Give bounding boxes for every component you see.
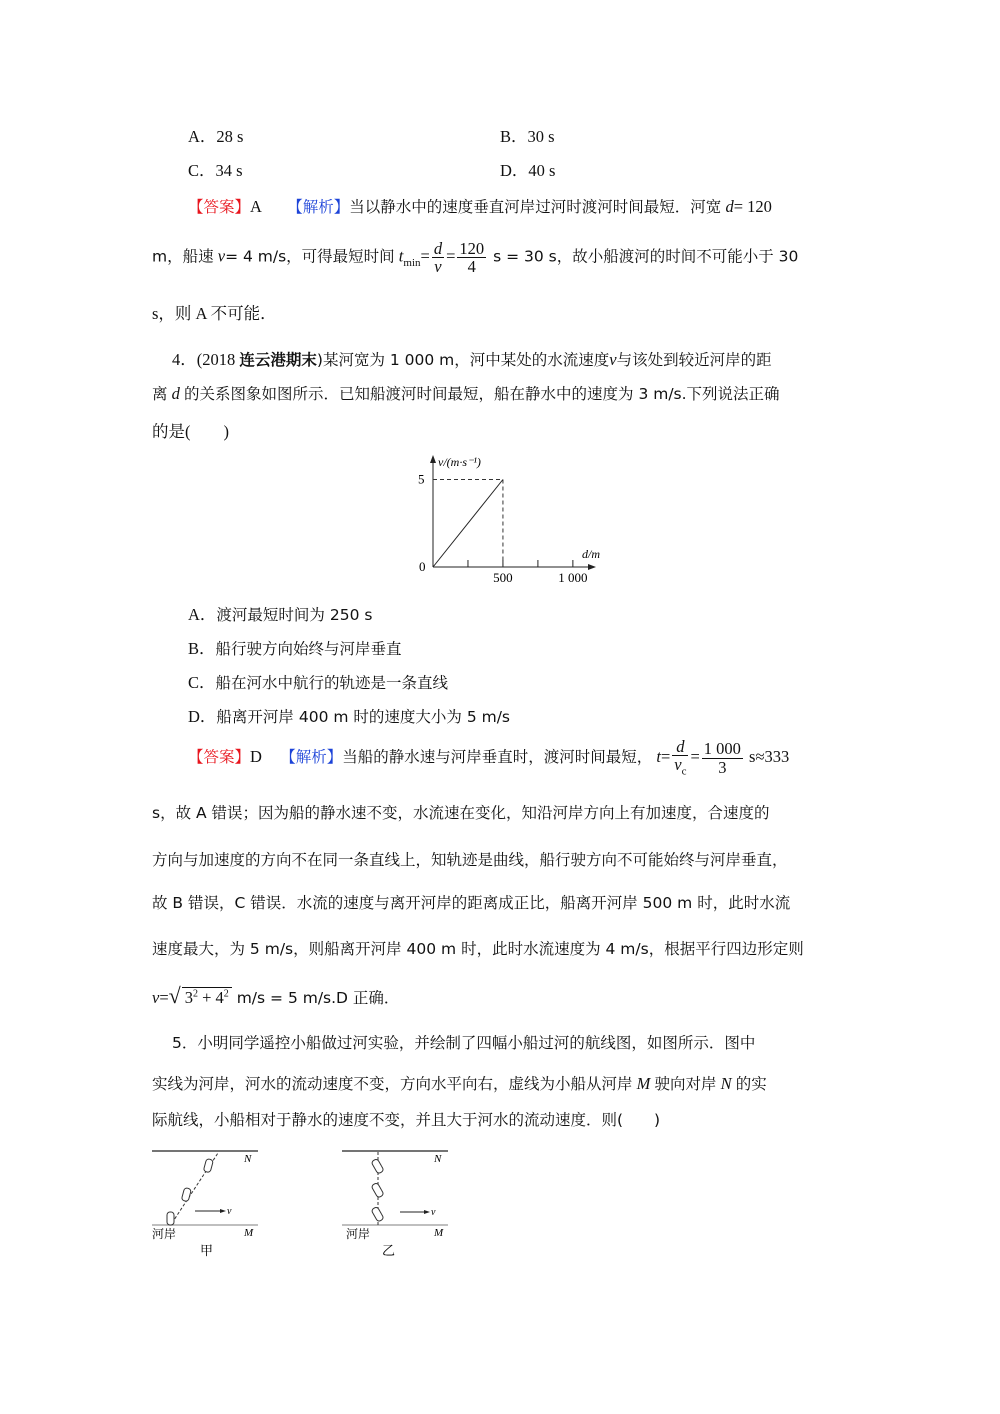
fraction-denominator: v (434, 257, 442, 277)
q3-option-d (500, 157, 555, 181)
boat-icon (371, 1206, 384, 1222)
math-subscript: min (403, 256, 421, 269)
fraction-numerator: 1 000 (703, 739, 741, 759)
math-eq: = (660, 746, 671, 766)
flow-label: v (431, 1207, 436, 1218)
option-label: B． (500, 127, 528, 146)
stem-text: 的实 (735, 1075, 767, 1093)
answer-value: D (250, 746, 262, 766)
y-axis-arrow (430, 455, 436, 463)
analysis-tag: 【解析】 (280, 747, 343, 766)
y-axis-label: v/(m·s⁻¹) (438, 455, 481, 469)
origin-label: 0 (419, 559, 426, 574)
analysis-text: m，船速 (152, 247, 214, 266)
analysis-tag: 【解析】 (287, 198, 350, 216)
fraction (457, 240, 486, 276)
q4-answer-line5: 速度最大，为 5 m/s，则船离开河岸 400 m 时，此时水流速度为 4 m/s，根据平行四边形定则 (152, 940, 804, 958)
q4-option-a (188, 601, 372, 625)
analysis-text: 当以静水中的速度垂直河岸过河时渡河时间最短．河宽 (349, 198, 722, 216)
q3-answer-line1 (188, 195, 772, 217)
math-var: v (152, 988, 160, 1007)
q4-answer-line1 (188, 738, 789, 778)
q5-stem-line2 (152, 1072, 767, 1094)
stem-text: 与该处到较近河岸的距 (616, 351, 772, 369)
option-text: 30 s (527, 127, 555, 146)
math-eq: = (420, 246, 430, 266)
q4-stem-line2 (152, 382, 780, 404)
math-value: 4 (215, 988, 224, 1007)
bottom-bank-label: M (244, 1227, 254, 1239)
analysis-text: m/s = 5 m/s.D 正确． (231, 989, 400, 1007)
option-label: B． (188, 639, 216, 658)
sqrt-radicand (182, 987, 232, 1008)
boat-icon (167, 1212, 174, 1225)
option-text: 船行驶方向始终与河岸垂直 (215, 640, 402, 658)
analysis-text: = 4 m/s，可得最短时间 (225, 247, 395, 266)
analysis-text: s = 30 s，故小船渡河的时间不可能小于 30 (488, 247, 799, 266)
analysis-text: 当船的静水速与河岸垂直时，渡河时间最短， (342, 747, 653, 766)
figure-caption: 乙 (382, 1243, 396, 1258)
q3-answer-line3: s，则 A 不可能． (152, 304, 277, 323)
fraction-numerator: d (433, 239, 443, 258)
flow-arrowhead (424, 1210, 430, 1214)
fraction-denominator: 3 (718, 757, 727, 777)
answer-tag: 【答案】 (188, 747, 251, 766)
bottom-bank-label: M (434, 1227, 444, 1239)
sqrt-sign: √ (168, 983, 181, 1008)
math-var: v (674, 755, 682, 775)
option-label: A． (188, 605, 217, 624)
math-value: 3 (184, 988, 193, 1007)
y-tick-label: 5 (418, 471, 425, 487)
boat-icon (371, 1182, 384, 1198)
option-label: D． (500, 161, 529, 180)
math-var: M (636, 1074, 651, 1093)
fraction-numerator: d (672, 738, 688, 756)
option-label: C． (188, 161, 216, 180)
stem-text: 离 (152, 385, 168, 403)
q3-option-c (188, 157, 243, 181)
option-text: 船离开河岸 400 m 时的速度大小为 5 m/s (216, 708, 510, 726)
x-tick-label: 1 000 (558, 570, 588, 585)
q4-answer-line6 (152, 983, 399, 1009)
math-var: d (725, 197, 734, 216)
math-var: t (656, 746, 661, 766)
q4-answer-line4: 故 B 错误，C 错误．水流的速度与离开河岸的距离成正比，船离开河岸 500 m 时，此时水流 (152, 894, 791, 912)
flow-arrowhead (220, 1209, 226, 1213)
q5-stem-line1: 5．小明同学遥控小船做过河实验，并绘制了四幅小船过河的航线图，如图所示．图中 (172, 1034, 756, 1052)
option-text: 船在河水中航行的轨迹是一条直线 (215, 674, 449, 692)
stem-text: 驶向对岸 (654, 1075, 717, 1093)
math-subscript: c (681, 765, 687, 778)
fraction (702, 740, 743, 776)
option-text: 渡河最短时间为 250 s (216, 606, 373, 624)
q3-option-a (188, 123, 243, 147)
math-var: v (217, 246, 226, 266)
q4-option-c (188, 669, 448, 693)
x-tick-label: 500 (493, 570, 513, 585)
q4-option-d (188, 703, 510, 727)
boat-icon (203, 1158, 213, 1172)
option-text: 34 s (215, 161, 243, 180)
option-text: 28 s (216, 127, 244, 146)
velocity-distance-chart (410, 450, 610, 590)
option-label: A． (188, 127, 217, 146)
q3-answer-line2 (152, 240, 798, 276)
option-label: C． (188, 673, 216, 692)
math-var: t (398, 246, 404, 266)
math-eq: = (446, 246, 456, 266)
math-exponent: 2 (223, 988, 229, 1000)
answer-tag: 【答案】 (188, 198, 251, 216)
fraction-numerator: 120 (459, 239, 485, 258)
answer-value: A (250, 197, 262, 216)
stem-text: 实线为河岸，河水的流动速度不变，方向水平向右，虚线为小船从河岸 (152, 1075, 633, 1093)
q5-stem-line3: 际航线，小船相对于静水的速度不变，并且大于河水的流动速度．则( ) (152, 1111, 661, 1129)
bank-label: 河岸 (152, 1227, 177, 1241)
math-value: = 120 (733, 197, 772, 216)
stem-text: )某河宽为 1 000 m，河中某处的水流速度 (316, 351, 610, 369)
math-eq: = (690, 746, 700, 766)
stem-text: 4．(2018 (172, 350, 240, 369)
data-series-line (433, 480, 503, 568)
fraction (432, 240, 444, 276)
x-axis-label: d/m (582, 547, 600, 561)
math-var: d (171, 384, 180, 403)
q4-stem-line1 (172, 346, 772, 370)
boat-icon (181, 1187, 191, 1201)
q4-answer-line3: 方向与加速度的方向不在同一条直线上，知轨迹是曲线，船行驶方向不可能始终与河岸垂直， (152, 851, 788, 869)
option-text: 40 s (528, 161, 556, 180)
figure-caption: 甲 (200, 1243, 214, 1258)
question-source: 连云港期末 (239, 351, 317, 369)
q3-option-b (500, 123, 555, 147)
boat-icon (371, 1158, 384, 1174)
q4-answer-line2: s，故 A 错误；因为船的静水速不变，水流速在变化，知沿河岸方向上有加速度，合速度的 (152, 804, 770, 822)
figure-jia (148, 1145, 263, 1260)
fraction-denominator: 4 (467, 257, 476, 277)
top-bank-label: N (244, 1153, 252, 1165)
fraction (672, 738, 688, 778)
flow-label: v (227, 1206, 232, 1217)
top-bank-label: N (434, 1153, 442, 1165)
q4-stem-line3: 的是( ) (152, 422, 229, 441)
math-eq: = (159, 988, 169, 1007)
math-value: s≈333 (744, 746, 790, 766)
q4-option-b (188, 635, 402, 659)
stem-text: 的关系图象如图所示．已知船渡河时间最短，船在静水中的速度为 3 m/s.下列说法正确 (184, 385, 780, 403)
math-op: + (197, 988, 216, 1007)
bank-label: 河岸 (346, 1227, 371, 1241)
math-var: N (720, 1074, 732, 1093)
x-axis-arrow (588, 564, 596, 570)
figure-yi (338, 1145, 453, 1260)
math-exponent: 2 (192, 988, 198, 1000)
math-var: v (609, 350, 617, 369)
option-label: D． (188, 707, 217, 726)
